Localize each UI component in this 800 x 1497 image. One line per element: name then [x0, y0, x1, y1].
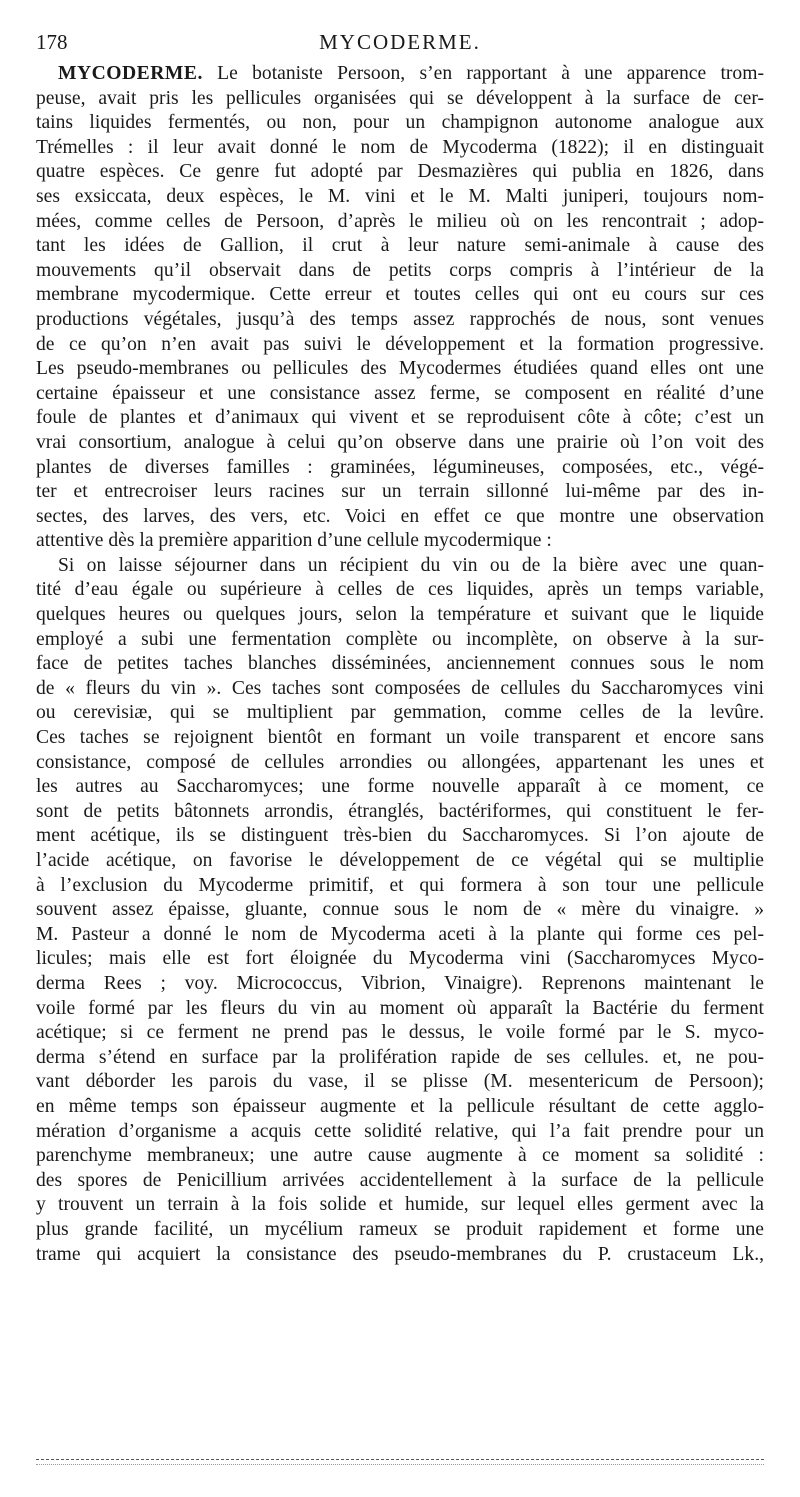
text-line: souvent assez épaisse, gluante, connue sous le nom de « mère du vinaigre. »	[36, 899, 764, 921]
text-line: Trémelles : il leur avait donné le nom de Mycoderma (1822); il en distinguait	[36, 136, 764, 158]
text-line: Si on laisse séjourner dans un récipient du vin ou de la bière avec une quan-	[58, 554, 764, 576]
text-line: mées, comme celles de Persoon, d’après le milieu où on les rencontrait ; adop-	[36, 210, 764, 232]
text-line: en même temps son épaisseur augmente et la pellicule résultant de cette agglo-	[36, 1095, 764, 1117]
text-line: vrai consortium, analogue à celui qu’on observe dans une prairie où l’on voit des	[36, 431, 764, 453]
text-line: membrane mycodermique. Cette erreur et toutes celles qui ont eu cours sur ces	[36, 284, 764, 306]
text-line: à l’exclusion du Mycoderme primitif, et qui formera à son tour une pellicule	[36, 874, 764, 896]
text-line: quelques heures ou quelques jours, selon la température et suivant que le liquide	[36, 604, 764, 626]
footer-rule	[36, 1459, 764, 1460]
text-line: mération d’organisme a acquis cette solidité relative, qui l’a fait prendre pour un	[36, 1120, 764, 1142]
text-line: plus grande facilité, un mycélium rameux se produit rapidement et forme une	[36, 1218, 764, 1240]
text-line: de « fleurs du vin ». Ces taches sont composées de cellules du Saccharomyces vini	[36, 677, 764, 699]
text-line: MYCODERME. Le botaniste Persoon, s’en rapportant à une apparence trom-	[58, 63, 764, 84]
text-line: tains liquides fermentés, ou non, pour un champignon autonome analogue aux	[36, 112, 764, 134]
text-line: l’acide acétique, on favorise le développement de ce végétal qui se multiplie	[36, 850, 764, 871]
text-line: attentive dès la première apparition d’une cellule mycodermique :	[36, 530, 552, 552]
paragraph-mycoderme-definition	[36, 62, 764, 554]
text-line: certaine épaisseur et une consistance assez ferme, se composent en réalité d’une	[36, 382, 764, 404]
text-line: M. Pasteur a donné le nom de Mycoderma aceti à la plante qui forme ces pel-	[36, 923, 764, 945]
text-line: tant les idées de Gallion, il crut à leur nature semi-animale à cause des	[36, 235, 764, 257]
text-line: les autres au Saccharomyces; une forme nouvelle apparaît à ce moment, ce	[36, 776, 764, 798]
text-line: ou cerevisiæ, qui se multiplient par gemmation, comme celles de la levûre.	[36, 702, 764, 724]
text-line: face de petites taches blanches disséminées, anciennement connues sous le nom	[36, 653, 764, 675]
text-line: ment acétique, ils se distinguent très-bien du Saccharomyces. Si l’on ajoute de	[36, 825, 764, 847]
entry-term: MYCODERME.	[58, 63, 203, 84]
body-text	[36, 62, 764, 1267]
text-line: productions végétales, jusqu’à des temps assez rapprochés de nous, sont venues	[36, 308, 764, 330]
text-line: consistance, composé de cellules arrondies ou allongées, appartenant les unes et	[36, 751, 764, 773]
text-line: ter et entrecroiser leurs racines sur un terrain sillonné lui-même par des in-	[36, 481, 764, 503]
text-line: acétique; si ce ferment ne prend pas le dessus, le voile formé par le S. myco-	[36, 1022, 764, 1044]
text-line: des spores de Penicillium arrivées accidentellement à la surface de la pellicule	[36, 1169, 764, 1191]
text-line: Ces taches se rejoignent bientôt en formant un voile transparent et encore sans	[36, 727, 764, 749]
text-line: sont de petits bâtonnets arrondis, étranglés, bactériformes, qui constituent le fer-	[36, 800, 764, 822]
text-line: de ce qu’on n’en avait pas suivi le développement et la formation progressive.	[36, 333, 764, 355]
text-line: mouvements qu’il observait dans de petits corps compris à l’intérieur de la	[36, 259, 764, 281]
text-line: employé a subi une fermentation complète ou incomplète, on observe à la sur-	[36, 628, 764, 650]
text-line: parenchyme membraneux; une autre cause augmente à ce moment sa solidité :	[36, 1145, 764, 1167]
text-line: trame qui acquiert la consistance des pseudo-membranes du P. crustaceum Lk.,	[36, 1243, 764, 1265]
text-line: derma Rees ; voy. Micrococcus, Vibrion, Vinaigre). Reprenons maintenant le	[36, 972, 764, 994]
text-line: sectes, des larves, des vers, etc. Voici en effet ce que montre une observation	[36, 505, 764, 527]
text-line: ses exsiccata, deux espèces, le M. vini et le M. Malti juniperi, toujours nom-	[36, 185, 764, 207]
text-line: licules; mais elle est fort éloignée du Mycoderma vini (Saccharomyces Myco-	[36, 948, 764, 970]
text-line: derma s’étend en surface par la prolifération rapide de ses cellules. et, ne pou-	[36, 1046, 764, 1068]
page-number: 178	[36, 30, 68, 54]
text-line: Les pseudo-membranes ou pellicules des Mycodermes étudiées quand elles ont une	[36, 358, 764, 380]
text-line: voile formé par les fleurs du vin au moment où apparaît la Bactérie du ferment	[36, 997, 764, 1019]
text-line: y trouvent un terrain à la fois solide et humide, sur lequel elles germent avec la	[36, 1194, 764, 1216]
text-line: foule de plantes et d’animaux qui vivent et se reproduisent côte à côte; c’est un	[36, 407, 764, 429]
running-title: MYCODERME.	[319, 30, 481, 54]
text-line: vant déborder les parois du vase, il se plisse (M. mesentericum de Persoon);	[36, 1071, 764, 1093]
page-header	[36, 30, 764, 56]
paragraph-vin-observation	[36, 554, 764, 1267]
text-line: quatre espèces. Ce genre fut adopté par Desmazières qui publia en 1826, dans	[36, 161, 764, 183]
text-line: peuse, avait pris les pellicules organisées qui se développent à la surface de cer-	[36, 87, 764, 109]
text-line: tité d’eau égale ou supérieure à celles de ces liquides, après un temps variable,	[36, 579, 764, 601]
text-line: plantes de diverses familles : graminées, légumineuses, composées, etc., végé-	[36, 456, 764, 478]
footer-rule-secondary	[36, 1464, 764, 1465]
